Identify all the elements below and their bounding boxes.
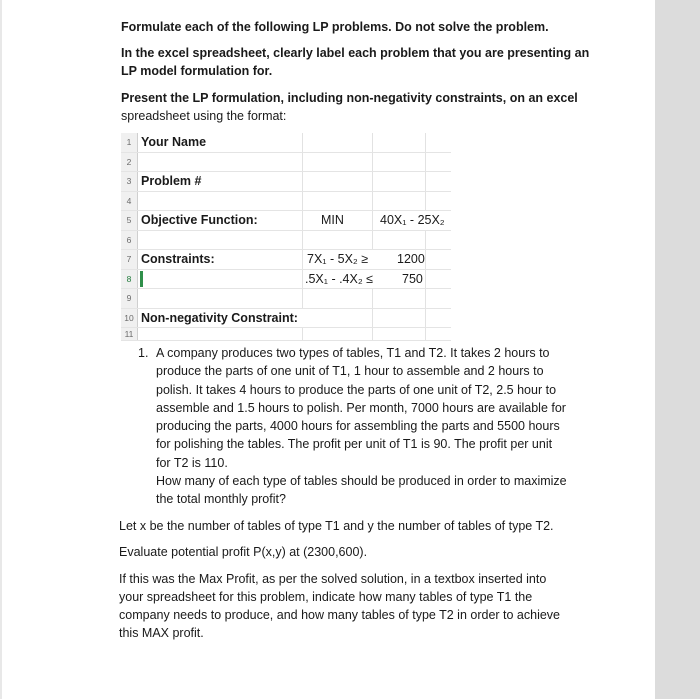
final-line: your spreadsheet for this problem, indicate how many tables of type T1 the [119,590,533,604]
row-number: 7 [121,250,138,269]
objective-type-cell: MIN [321,213,344,227]
sheet-row [121,231,451,251]
your-name-cell: Your Name [141,135,207,149]
final-line: company needs to produce, and how many tables of type T2 in order to achieve [119,608,561,622]
instruction-line-2a: In the excel spreadsheet, clearly label each problem that you are presenting an [121,46,590,60]
instruction-line-3a: Present the LP formulation, including non-negativity constraints, on an excel [121,91,578,105]
constraint-1-expr-cell: 7X₁ - 5X₂ ≥ [307,252,369,266]
problem-cell: Problem # [141,174,202,188]
objective-label-cell: Objective Function: [141,213,258,227]
sheet-row [121,270,451,290]
problem-line: polish. It takes 4 hours to produce the parts of one unit of T2, 2.5 hour to [156,382,557,397]
constraint-2-expr-cell: .5X₁ - .4X₂ ≤ [305,271,374,286]
final-line: this MAX profit. [119,626,204,640]
selected-cell-indicator [140,271,143,287]
row-number: 2 [121,153,138,172]
sheet-row [121,309,451,329]
sheet-row [121,172,451,192]
row-number: 8 [121,270,138,289]
problem-1-text [156,344,581,509]
sheet-row [121,153,451,173]
problem-line: producing the parts, 4000 hours for assembling the parts and 5500 hours [156,419,560,434]
viewer-sidebar [655,0,700,699]
constraint-2-rhs-cell: 750 [402,271,423,286]
problem-line: for polishing the tables. The profit per unit of T1 is 90. The profit per unit [156,437,553,452]
evaluate-line: Evaluate potential profit P(x,y) at (2300,600). [119,545,368,559]
row-number: 10 [121,309,138,328]
sheet-row [121,133,451,153]
constraints-label-cell: Constraints: [141,252,215,266]
row-number: 4 [121,192,138,211]
instruction-line-3b: spreadsheet using the format: [121,109,287,123]
problem-line: A company produces two types of tables, T1 and T2. It takes 2 hours to [156,346,550,360]
problem-line: the total monthly profit? [156,492,286,507]
objective-expr-cell: 40X₁ - 25X₂ [380,213,445,227]
row-number: 11 [121,328,138,340]
problem-number: 1. [138,346,149,360]
problem-line: for T2 is 110. [156,455,228,470]
sheet-row [121,211,451,231]
problem-line: produce the parts of one unit of T1, 1 hour to assemble and 2 hours to [156,364,544,379]
instruction-line-1: Formulate each of the following LP problems. Do not solve the problem. [121,20,549,34]
row-number: 1 [121,133,138,152]
sheet-row [121,328,451,341]
sheet-row [121,192,451,212]
problem-line: assemble and 1.5 hours to polish. Per month, 7000 hours are available for [156,400,566,415]
final-line: If this was the Max Profit, as per the solved solution, in a textbox inserted into [119,572,547,586]
spreadsheet-format [121,133,451,341]
problem-line: How many of each type of tables should be produced in order to maximize [156,474,567,489]
sheet-row [121,289,451,309]
sheet-row [121,250,451,270]
row-number: 3 [121,172,138,191]
row-number: 9 [121,289,138,308]
instruction-line-2b: LP model formulation for. [121,64,273,78]
let-line: Let x be the number of tables of type T1 and y the number of tables of type T2. [119,519,554,533]
nonneg-label-cell: Non-negativity Constraint: [141,310,298,325]
row-number: 5 [121,211,138,230]
row-number: 6 [121,231,138,250]
constraint-1-rhs-cell: 1200 [397,252,425,266]
